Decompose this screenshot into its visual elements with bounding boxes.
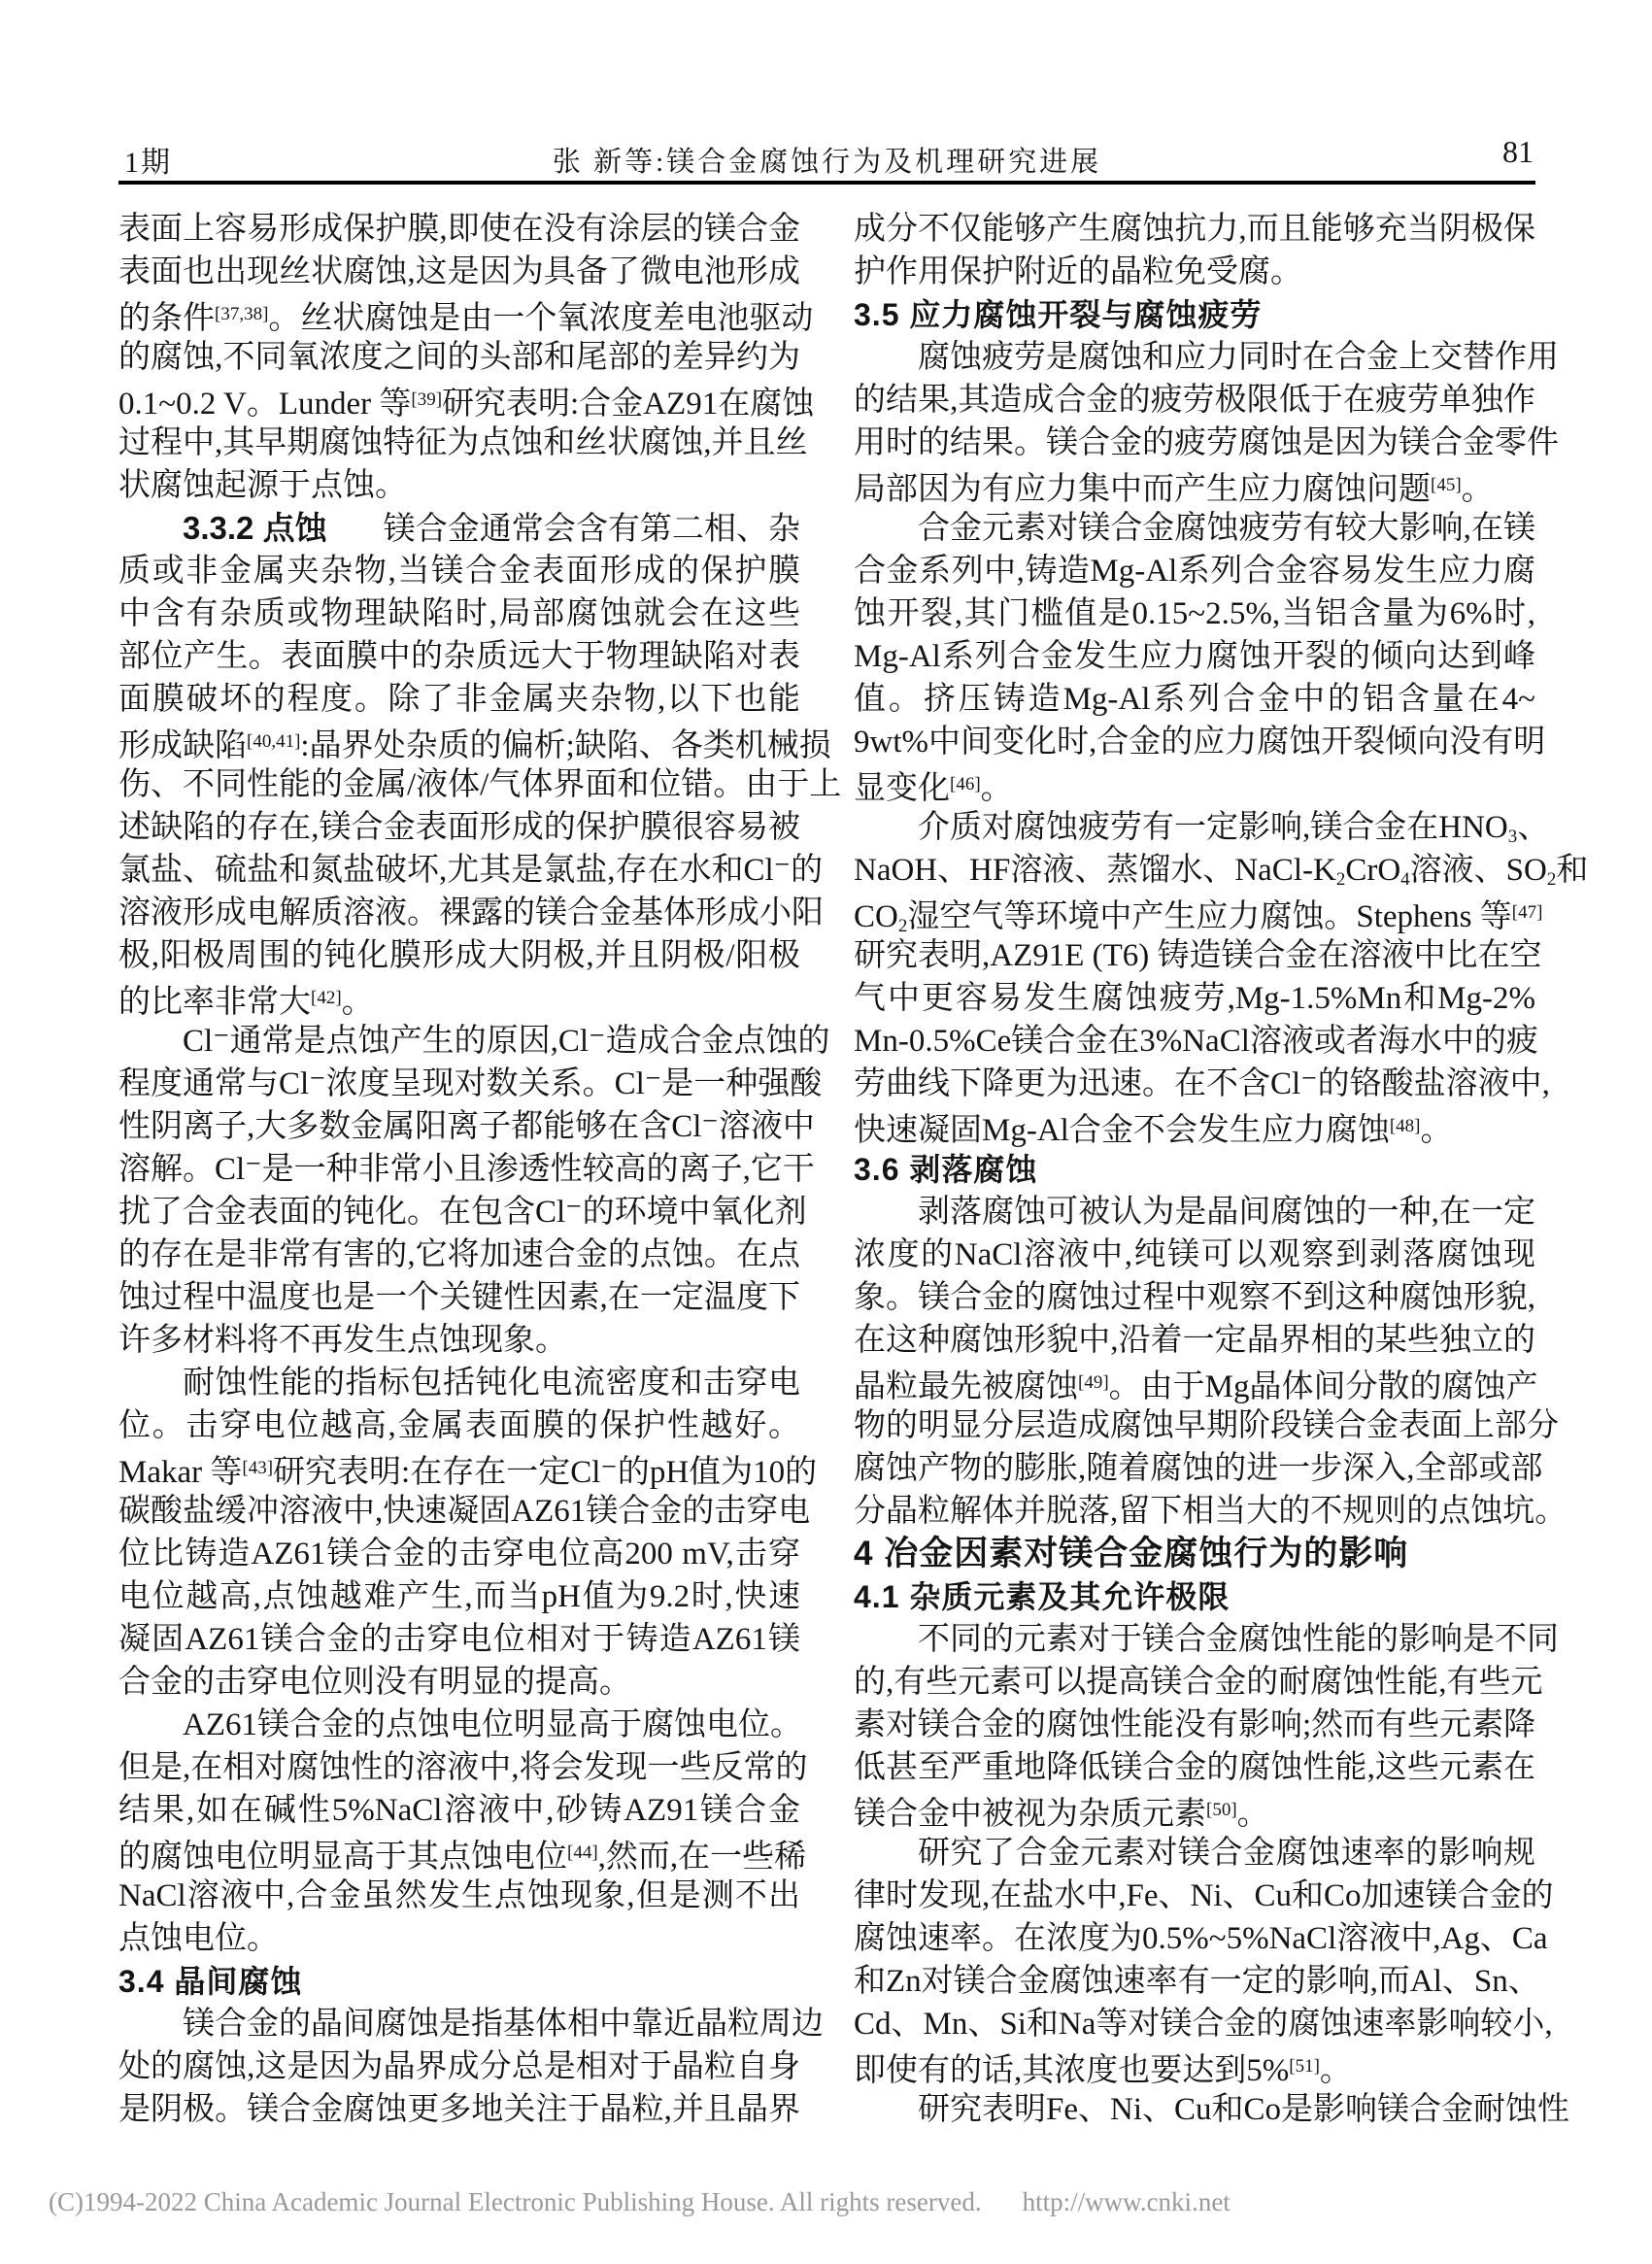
text-line: 形成缺陷[40,41]:晶界处杂质的偏析;缺陷、各类机械损 <box>118 728 831 763</box>
text-line: 劳曲线下降更为迅速。在不含Cl⁻的铬酸盐溶液中, <box>854 1066 1550 1101</box>
text-line: 研究表明Fe、Ni、Cu和Co是影响镁合金耐蚀性 <box>918 2092 1570 2127</box>
text-line: 3.3.2 点蚀 镁合金通常会含有第二相、杂 <box>183 510 800 547</box>
text-line: 的,有些元素可以提高镁合金的耐腐蚀性能,有些元 <box>854 1665 1543 1700</box>
text-line: 镁合金中被视为杂质元素[50]。 <box>854 1797 1269 1832</box>
text-line: NaOH、HF溶液、蒸馏水、NaCl-$K_2CrO_4$溶液、$SO_2$和 <box>854 853 1589 890</box>
text-line: 0.1~0.2 V。Lunder 等[39]研究表明:合金AZ91在腐蚀 <box>118 387 815 422</box>
text-line: 介质对腐蚀疲劳有一定影响,镁合金在$HNO_3$、 <box>918 810 1550 847</box>
text-line: 但是,在相对腐蚀性的溶液中,将会发现一些反常的 <box>118 1750 808 1785</box>
text-line: NaCl溶液中,合金虽然发生点蚀现象,但是测不出 <box>118 1878 800 1913</box>
text-line: Cl⁻通常是点蚀产生的原因,Cl⁻造成合金点蚀的 <box>183 1024 830 1059</box>
text-line: 浓度的NaCl溶液中,纯镁可以观察到剥落腐蚀现 <box>854 1237 1535 1272</box>
text-line: 素对镁合金的腐蚀性能没有影响;然而有些元素降 <box>854 1707 1536 1742</box>
text-line: 的结果,其造成合金的疲劳极限低于在疲劳单独作 <box>854 383 1535 418</box>
text-line: Mn-0.5%Ce镁合金在3%NaCl溶液或者海水中的疲 <box>854 1024 1538 1059</box>
page-header <box>118 132 1535 179</box>
text-line: 点蚀电位。 <box>118 1921 279 1956</box>
section-heading: 3.5 应力腐蚀开裂与腐蚀疲劳 <box>854 297 1263 332</box>
text-line: 部位产生。表面膜中的杂质远大于物理缺陷对表 <box>118 639 800 674</box>
footer-url: http://www.cnki.net <box>1022 2187 1231 2216</box>
header-rule <box>118 181 1535 185</box>
text-line: 合金系列中,铸造Mg-Al系列合金容易发生应力腐 <box>854 554 1535 589</box>
section-heading: 3.6 剥落腐蚀 <box>854 1152 1038 1187</box>
text-line: 是阴极。镁合金腐蚀更多地关注于晶粒,并且晶界 <box>118 2092 800 2127</box>
text-line: 腐蚀疲劳是腐蚀和应力同时在合金上交替作用 <box>918 340 1559 375</box>
section-heading: 3.4 晶间腐蚀 <box>118 1964 303 1999</box>
text-line: 护作用保护附近的晶粒免受腐。 <box>854 254 1302 289</box>
journal-issue: 1期 <box>124 147 172 179</box>
text-line: 质或非金属夹杂物,当镁合金表面形成的保护膜 <box>118 554 800 589</box>
text-line: 述缺陷的存在,镁合金表面形成的保护膜很容易被 <box>118 810 800 845</box>
text-line: 碳酸盐缓冲溶液中,快速凝固AZ61镁合金的击穿电 <box>118 1494 811 1529</box>
text-line: 分晶粒解体并脱落,留下相当大的不规则的点蚀坑。 <box>854 1494 1568 1529</box>
text-line: 研究表明,AZ91E (T6) 铸造镁合金在溶液中比在空 <box>854 938 1542 973</box>
section-heading: 4.1 杂质元素及其允许极限 <box>854 1579 1231 1614</box>
text-line: 气中更容易发生腐蚀疲劳,Mg-1.5%Mn和Mg-2% <box>854 981 1535 1016</box>
text-line: 值。挤压铸造Mg-Al系列合金中的铝含量在4~ <box>854 682 1535 717</box>
text-line: 耐蚀性能的指标包括钝化电流密度和击穿电 <box>183 1366 800 1401</box>
text-line: 溶解。Cl⁻是一种非常小且渗透性较高的离子,它干 <box>118 1152 815 1187</box>
text-line: AZ61镁合金的点蚀电位明显高于腐蚀电位。 <box>183 1707 802 1742</box>
text-line: 成分不仅能够产生腐蚀抗力,而且能够充当阴极保 <box>854 212 1535 247</box>
text-line: 过程中,其早期腐蚀特征为点蚀和丝状腐蚀,并且丝 <box>118 425 808 460</box>
text-line: 腐蚀产物的膨胀,随着腐蚀的进一步深入,全部或部 <box>854 1451 1543 1486</box>
text-line: 剥落腐蚀可被认为是晶间腐蚀的一种,在一定 <box>918 1195 1535 1230</box>
right-column <box>854 208 1589 2131</box>
page-footer <box>49 2187 1231 2217</box>
text-line: 极,阳极周围的钝化膜形成大阴极,并且阴极/阳极 <box>118 938 800 973</box>
text-line: 物的明显分层造成腐蚀早期阶段镁合金表面上部分 <box>854 1408 1559 1443</box>
text-line: 的存在是非常有害的,它将加速合金的点蚀。在点 <box>118 1237 800 1272</box>
text-line: 的腐蚀电位明显高于其点蚀电位[44],然而,在一些稀 <box>118 1840 807 1875</box>
text-line: 结果,如在碱性5%NaCl溶液中,砂铸AZ91镁合金 <box>118 1793 800 1828</box>
text-line: Mg-Al系列合金发生应力腐蚀开裂的倾向达到峰 <box>854 639 1535 674</box>
text-line: 伤、不同性能的金属/液体/气体界面和位错。由于上 <box>118 767 842 802</box>
footer-copyright: (C)1994-2022 China Academic Journal Electronic Publishing House. All rights reserved. <box>49 2187 982 2216</box>
text-line: 用时的结果。镁合金的疲劳腐蚀是因为镁合金零件 <box>854 425 1559 460</box>
text-line: 和Zn对镁合金腐蚀速率有一定的影响,而Al、Sn、 <box>854 1964 1540 1999</box>
text-line: 研究了合金元素对镁合金腐蚀速率的影响规 <box>918 1836 1535 1871</box>
text-line: 局部因为有应力集中而产生应力腐蚀问题[45]。 <box>854 472 1494 507</box>
text-line: 不同的元素对于镁合金腐蚀性能的影响是不同 <box>918 1622 1559 1657</box>
text-line: 凝固AZ61镁合金的击穿电位相对于铸造AZ61镁 <box>118 1622 800 1657</box>
text-line: 即使有的话,其浓度也要达到5%[51]。 <box>854 2053 1352 2088</box>
text-line: 镁合金的晶间腐蚀是指基体相中靠近晶粒周边 <box>183 2007 824 2042</box>
text-line: $CO_2$湿空气等环境中产生应力腐蚀。Stephens 等[47] <box>854 899 1543 936</box>
text-line: 状腐蚀起源于点蚀。 <box>118 468 407 503</box>
text-line: 位比铸造AZ61镁合金的击穿电位高200 mV,击穿 <box>118 1537 800 1571</box>
text-line: 在这种腐蚀形貌中,沿着一定晶界相的某些独立的 <box>854 1323 1535 1358</box>
text-line: 溶液形成电解质溶液。裸露的镁合金基体形成小阳 <box>118 895 824 930</box>
text-line: 律时发现,在盐水中,Fe、Ni、Cu和Co加速镁合金的 <box>854 1878 1554 1913</box>
text-line: 低甚至严重地降低镁合金的腐蚀性能,这些元素在 <box>854 1750 1535 1785</box>
text-line: 蚀过程中温度也是一个关键性因素,在一定温度下 <box>118 1280 800 1315</box>
text-line: 晶粒最先被腐蚀[49]。由于Mg晶体间分散的腐蚀产 <box>854 1369 1538 1404</box>
text-line: 的比率非常大[42]。 <box>118 985 374 1020</box>
text-line: 合金的击穿电位则没有明显的提高。 <box>118 1665 631 1700</box>
text-line: 位。击穿电位越高,金属表面膜的保护性越好。 <box>118 1408 800 1443</box>
text-line: 表面也出现丝状腐蚀,这是因为具备了微电池形成 <box>118 254 800 289</box>
text-line: 腐蚀速率。在浓度为0.5%~5%NaCl溶液中,Ag、Ca <box>854 1921 1548 1956</box>
text-line: 象。镁合金的腐蚀过程中观察不到这种腐蚀形貌, <box>854 1280 1535 1315</box>
running-title: 张 新等:镁合金腐蚀行为及机理研究进展 <box>552 147 1102 178</box>
text-line: 中含有杂质或物理缺陷时,局部腐蚀就会在这些 <box>118 596 800 631</box>
text-line: 合金元素对镁合金腐蚀疲劳有较大影响,在镁 <box>918 511 1535 546</box>
text-line: 许多材料将不再发生点蚀现象。 <box>118 1323 567 1358</box>
text-line: 快速凝固Mg-Al合金不会发生应力腐蚀[48]。 <box>854 1113 1453 1148</box>
text-line: 蚀开裂,其门槛值是0.15~2.5%,当铝含量为6%时, <box>854 596 1535 631</box>
text-line: 性阴离子,大多数金属阳离子都能够在含Cl⁻溶液中 <box>118 1109 815 1144</box>
text-line: 氯盐、硫盐和氮盐破坏,尤其是氯盐,存在水和Cl⁻的 <box>118 853 824 888</box>
text-line: Cd、Mn、Si和Na等对镁合金的腐蚀速率影响较小, <box>854 2007 1553 2042</box>
page-number: 81 <box>1502 134 1534 169</box>
text-line: 程度通常与Cl⁻浓度呈现对数关系。Cl⁻是一种强酸 <box>118 1066 823 1101</box>
text-line: 的条件[37,38]。丝状腐蚀是由一个氧浓度差电池驱动 <box>118 301 814 336</box>
text-line: Makar 等[43]研究表明:在存在一定Cl⁻的pH值为10的 <box>118 1455 818 1490</box>
text-line: 显变化[46]。 <box>854 771 1013 806</box>
text-line: 面膜破坏的程度。除了非金属夹杂物,以下也能 <box>118 682 800 717</box>
text-line: 处的腐蚀,这是因为晶界成分总是相对于晶粒自身 <box>118 2049 800 2084</box>
text-line: 9wt%中间变化时,合金的应力腐蚀开裂倾向没有明 <box>854 725 1546 760</box>
section-heading: 4 冶金因素对镁合金腐蚀行为的影响 <box>854 1535 1409 1572</box>
text-line: 电位越高,点蚀越难产生,而当pH值为9.2时,快速 <box>118 1579 800 1614</box>
text-line: 表面上容易形成保护膜,即使在没有涂层的镁合金 <box>118 212 800 247</box>
left-column <box>118 208 842 2131</box>
text-line: 的腐蚀,不同氧浓度之间的头部和尾部的差异约为 <box>118 340 800 375</box>
text-line: 扰了合金表面的钝化。在包含Cl⁻的环境中氧化剂 <box>118 1195 807 1230</box>
